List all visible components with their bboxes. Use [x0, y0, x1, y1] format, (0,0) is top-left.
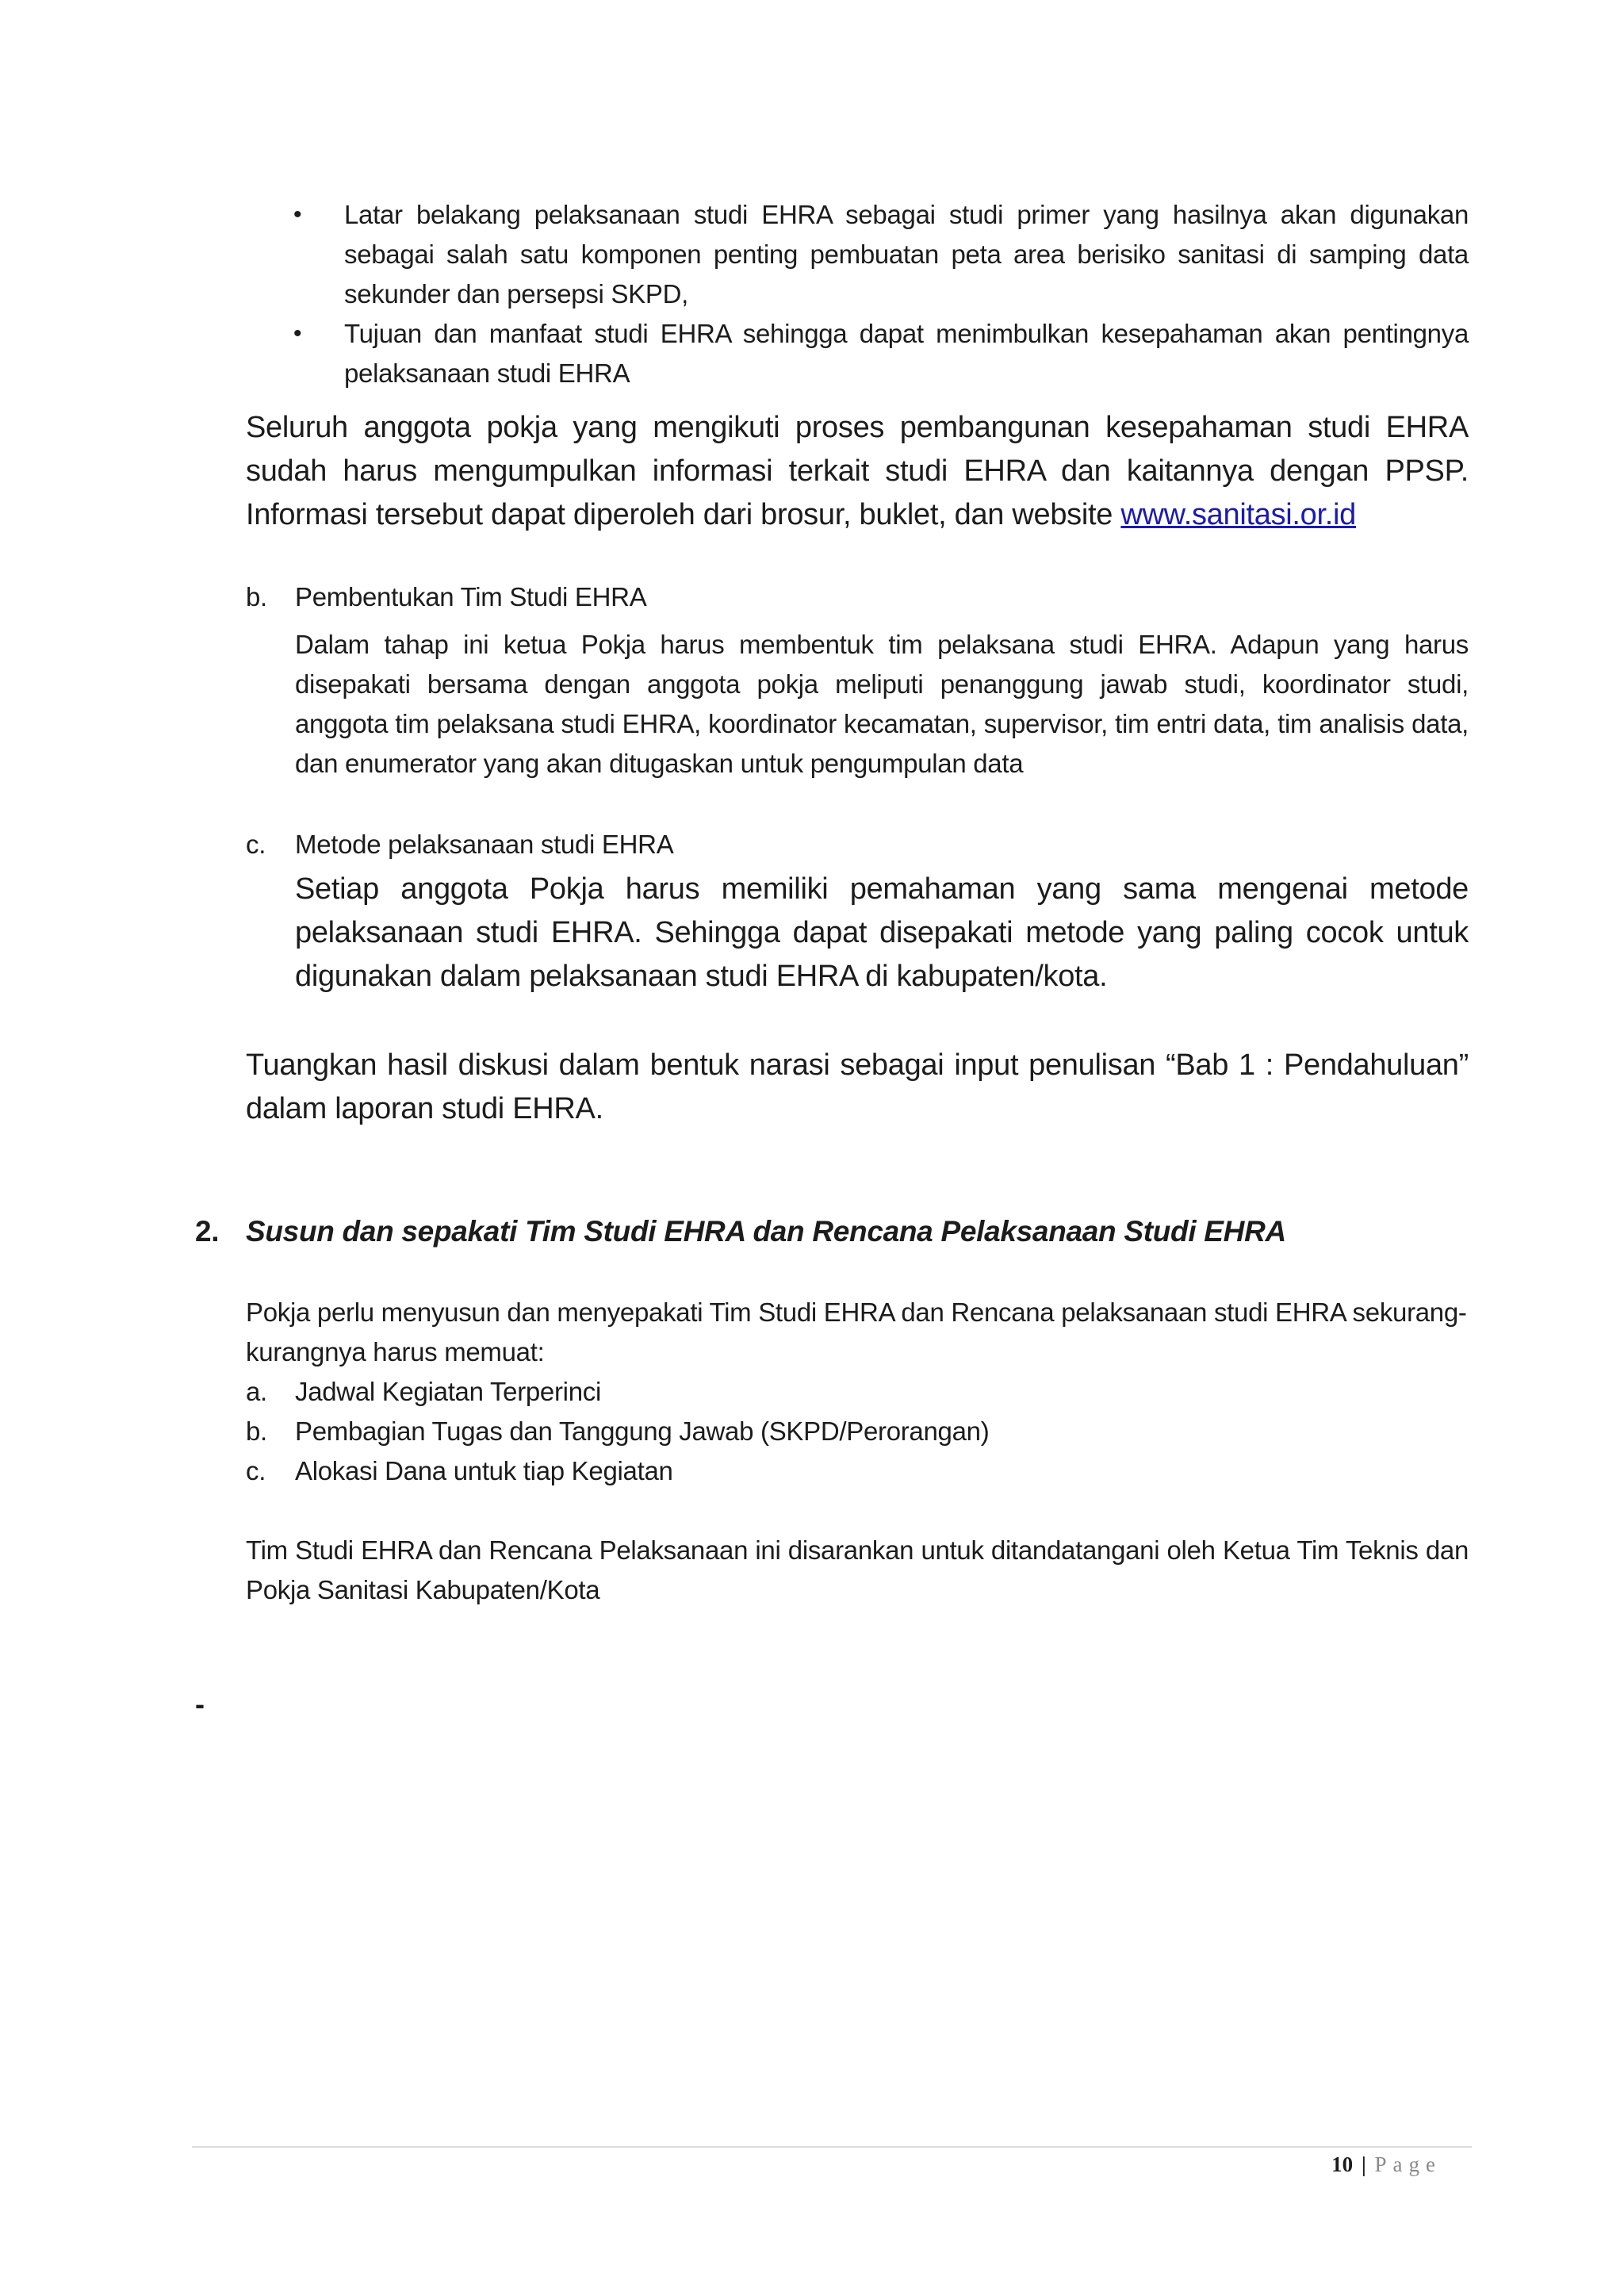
list-item	[246, 1372, 1469, 1412]
footer-separator: |	[1361, 2152, 1366, 2176]
subsection-b	[246, 577, 1469, 784]
list-letter: c.	[246, 1456, 266, 1485]
bullet-list	[293, 195, 1469, 393]
page-number: 10	[1331, 2152, 1354, 2176]
bullet-item	[293, 195, 1469, 314]
list-text: Pembagian Tugas dan Tanggung Jawab (SKPD/Perorangan)	[295, 1416, 990, 1446]
section-intro: Pokja perlu menyusun dan menyepakati Tim Studi EHRA dan Rencana pelaksanaan studi EHRA sekurang-kurangnya harus memuat:	[246, 1297, 1467, 1366]
bullet-text: Tujuan dan manfaat studi EHRA sehingga dapat menimbulkan kesepahaman akan pentingnya pelaksanaan studi EHRA	[344, 319, 1469, 388]
list-text: Jadwal Kegiatan Terperinci	[295, 1377, 601, 1406]
list-text: Alokasi Dana untuk tiap Kegiatan	[295, 1456, 673, 1485]
subsection-b-body: Dalam tahap ini ketua Pokja harus membentuk tim pelaksana studi EHRA. Adapun yang harus disepakati bersama dengan anggota pokja meliputi penanggung jawab studi, koordinator studi, anggota tim pelaksana studi EHRA, koordinator kecamatan, supervisor, tim entri data, tim analisis data, dan enumerator yang akan ditugaskan untuk pengumpulan data	[295, 630, 1469, 778]
website-link[interactable]: www.sanitasi.or.id	[1120, 498, 1356, 531]
bullet-item	[293, 314, 1469, 393]
bullet-text: Latar belakang pelaksanaan studi EHRA sebagai studi primer yang hasilnya akan digunakan sebagai salah satu komponen penting pembuatan peta area berisiko sanitasi di samping data sekunder dan persepsi SKPD,	[344, 200, 1469, 309]
subsection-title: Metode pelaksanaan studi EHRA	[295, 830, 674, 859]
footer-divider	[192, 2146, 1472, 2148]
subsection-c-body: Setiap anggota Pokja harus memiliki pemahaman yang sama mengenai metode pelaksanaan studi EHRA. Sehingga dapat disepakati metode yang paling cocok untuk digunakan dalam pelaksanaan studi EHRA di kabupaten/kota.	[295, 872, 1469, 993]
intro-text: Seluruh anggota pokja yang mengikuti proses pembangunan kesepahaman studi EHRA sudah harus mengumpulkan informasi terkait studi EHRA dan kaitannya dengan PPSP. Informasi tersebut dapat diperoleh dari brosur, buklet, dan website	[246, 411, 1469, 531]
section-number: 2.	[195, 1215, 220, 1248]
section-title: Susun dan sepakati Tim Studi EHRA dan Rencana Pelaksanaan Studi EHRA	[246, 1215, 1286, 1248]
subsection-c	[246, 825, 1469, 999]
subsection-title: Pembentukan Tim Studi EHRA	[295, 582, 647, 611]
subsection-b-heading	[246, 577, 1469, 617]
bullet-icon: •	[293, 320, 302, 347]
subsection-letter: b.	[246, 582, 267, 611]
subsection-c-heading	[246, 825, 1469, 864]
list-item	[246, 1451, 1469, 1491]
tuangkan-paragraph: Tuangkan hasil diskusi dalam bentuk narasi sebagai input penulisan “Bab 1 : Pendahuluan” dalam laporan studi EHRA.	[246, 1048, 1469, 1125]
list-item	[246, 1412, 1469, 1451]
bullet-icon: •	[293, 201, 302, 228]
section-body	[246, 1293, 1469, 1491]
intro-paragraph	[246, 406, 1469, 537]
page-label: Page	[1374, 2152, 1442, 2176]
list-letter: b.	[246, 1416, 267, 1446]
subsection-letter: c.	[246, 830, 266, 859]
closing-paragraph: Tim Studi EHRA dan Rencana Pelaksanaan ini disarankan untuk ditandatangani oleh Ketua Tim Teknis dan Pokja Sanitasi Kabupaten/Kota	[246, 1535, 1469, 1604]
dash-mark: -	[195, 1688, 205, 1720]
page-footer	[1189, 2152, 1442, 2177]
list-letter: a.	[246, 1377, 267, 1406]
